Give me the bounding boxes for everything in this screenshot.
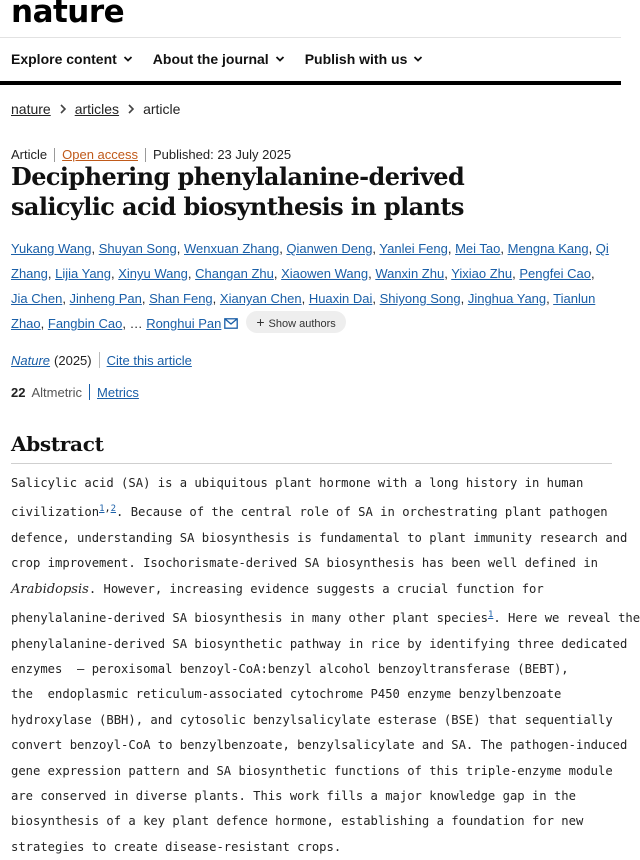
author-ellipsis: … [129,316,143,331]
metrics-divider [89,384,90,400]
abstract-line [11,496,611,525]
altmetric-label: Altmetric [31,384,83,400]
abstract-line: crop improvement. Isochorismate-derived SA biosynthesis has been well defined in [11,556,598,571]
abstract-text: . However, increasing evidence suggests a crucial function for [88,581,544,596]
author-link[interactable]: Jinheng Pan [69,291,142,306]
chevron-right-icon [127,104,135,114]
author-link[interactable]: Qi Zhang [11,241,609,281]
author-link[interactable]: Shiyong Song [379,291,461,306]
abstract-heading: Abstract [11,432,104,456]
reference-link[interactable]: 2 [110,504,117,515]
reference-separator: , [104,503,111,515]
author-link[interactable]: Changan Zhu [195,266,274,281]
meta-divider [54,148,55,162]
author-link[interactable]: Lijia Yang [55,266,112,281]
abstract-line: enzymes — peroxisomal benzoyl-CoA:benzyl alcohol benzoyltransferase (BEBT), [11,661,569,676]
chevron-down-icon [413,54,423,64]
author-link[interactable]: Jia Chen [11,291,63,306]
corresponding-author-link[interactable]: Ronghui Pan [146,316,222,331]
author-link[interactable]: Fangbin Cao [47,316,123,331]
nav-publish-with-us[interactable] [305,51,424,67]
author-link[interactable]: Wenxuan Zhang [184,241,280,256]
chevron-right-icon [59,104,67,114]
author-link[interactable]: Mei Tao [455,241,501,256]
abstract-line: Salicylic acid (SA) is a ubiquitous plant hormone with a long history in human [11,476,584,490]
breadcrumb [11,101,180,117]
chevron-down-icon [275,54,285,64]
nature-logo[interactable]: nature [11,0,125,30]
author-link[interactable]: Shuyan Song [98,241,177,256]
abstract-line [11,577,611,602]
cite-article-link[interactable]: Cite this article [106,352,192,368]
article-metrics [11,384,139,400]
breadcrumb-articles[interactable]: articles [74,101,120,117]
author-link[interactable]: Xinyu Wang [118,266,188,281]
nav-label: About the journal [152,51,269,67]
breadcrumb-nature[interactable]: nature [11,101,51,117]
breadcrumb-current: article [143,101,181,117]
author-link[interactable]: Yukang Wang [11,241,92,256]
abstract-text: phenylalanine-derived SA biosynthesis in many other plant species [11,611,488,626]
abstract-line: phenylalanine-derived SA biosynthetic pathway in rice by identifying three dedicated [11,636,628,651]
altmetric-score: 22 [11,384,26,400]
author-link[interactable]: Xianyan Chen [219,291,302,306]
abstract-text: civilization [11,505,100,520]
article-title: Deciphering phenylalanine-derived salicylic acid biosynthesis in plants [11,162,465,221]
author-link[interactable]: Pengfei Cao [519,266,591,281]
abstract-line: defence, understanding SA biosynthesis is fundamental to plant immunity research and [11,530,628,545]
author-link[interactable]: Yanlei Feng [379,241,448,256]
species-name: Arabidopsis [11,581,89,597]
abstract-line: biosynthesis of a key plant defence hormone, establishing a foundation for new [11,814,584,829]
abstract-line: strategies to create disease-resistant crops. [11,839,342,854]
abstract-line: gene expression pattern and SA biosynthetic functions of this triple-enzyme module [11,763,613,778]
reference-link[interactable]: 1 [487,610,494,621]
abstract-body [11,471,640,860]
author-link[interactable]: Mengna Kang [507,241,589,256]
journal-year: (2025) [54,352,92,368]
metrics-link[interactable]: Metrics [97,384,139,400]
chevron-down-icon [123,54,133,64]
journal-name-link[interactable]: Nature [11,352,51,368]
abstract-line: convert benzoyl-CoA to benzylbenzoate, benzylsalicylate and SA. The pathogen-induced [11,738,628,753]
nav-label: Explore content [11,51,117,67]
abstract-text: . Because of the central role of SA in orchestrating plant pathogen [116,505,608,520]
author-link[interactable]: Shan Feng [149,291,213,306]
published-date: Published: 23 July 2025 [153,147,292,162]
author-list: Yukang Wang, Shuyan Song, Wenxuan Zhang, Qianwen Deng, Yanlei Feng, Mei Tao, Mengna Kang, Qi Zhang, Lijia Yang, Xinyu Wang, Changan Zhu, Xiaowen Wang, Wanxin Zhu, Yixiao Zhu, Pengfei Cao, Jia Chen, Jinheng Pan, Shan Feng, Xianyan Chen, Huaxin Dai, Shiyong Song, Jinghua Yang, Tianlun Zhao, Fangbin Cao, … Ronghui Pan + Show authors [11,241,609,331]
nav-about-journal[interactable] [153,51,285,67]
abstract-line: are conserved in diverse plants. This work fills a major knowledge gap in the [11,789,576,803]
article-meta [11,147,291,162]
open-access-link[interactable]: Open access [62,147,138,162]
header-divider [0,37,621,38]
author-link[interactable]: Xiaowen Wang [281,266,369,281]
show-authors-label: Show authors [268,318,336,330]
author-link[interactable]: Tianlun Zhao [11,291,596,331]
abstract-text: . Here we reveal the [493,611,640,626]
author-link[interactable]: Huaxin Dai [308,291,373,306]
nav-explore-content[interactable] [11,51,133,67]
reference-link[interactable]: 1 [99,504,105,515]
main-nav [11,51,423,67]
plus-icon: + [256,314,265,330]
author-link[interactable]: Wanxin Zhu [375,266,445,281]
article-type: Article [11,147,48,162]
meta-divider [145,148,146,162]
show-authors-button[interactable] [246,311,345,333]
abstract-divider [11,463,612,464]
abstract-line: the endoplasmic reticulum-associated cytochrome P450 enzyme benzylbenzoate [11,687,562,702]
author-link[interactable]: Yixiao Zhu [451,266,513,281]
author-link[interactable]: Qianwen Deng [286,241,373,256]
nav-label: Publish with us [304,51,408,67]
author-link[interactable]: Jinghua Yang [467,291,547,306]
mail-icon[interactable] [224,318,238,329]
citation-line [11,352,192,368]
nav-bottom-bar [0,81,621,85]
abstract-line: hydroxylase (BBH), and cytosolic benzylsalicylate esterase (BSE) that sequentially [11,712,613,727]
abstract-line [11,602,640,631]
citation-divider [99,352,100,368]
